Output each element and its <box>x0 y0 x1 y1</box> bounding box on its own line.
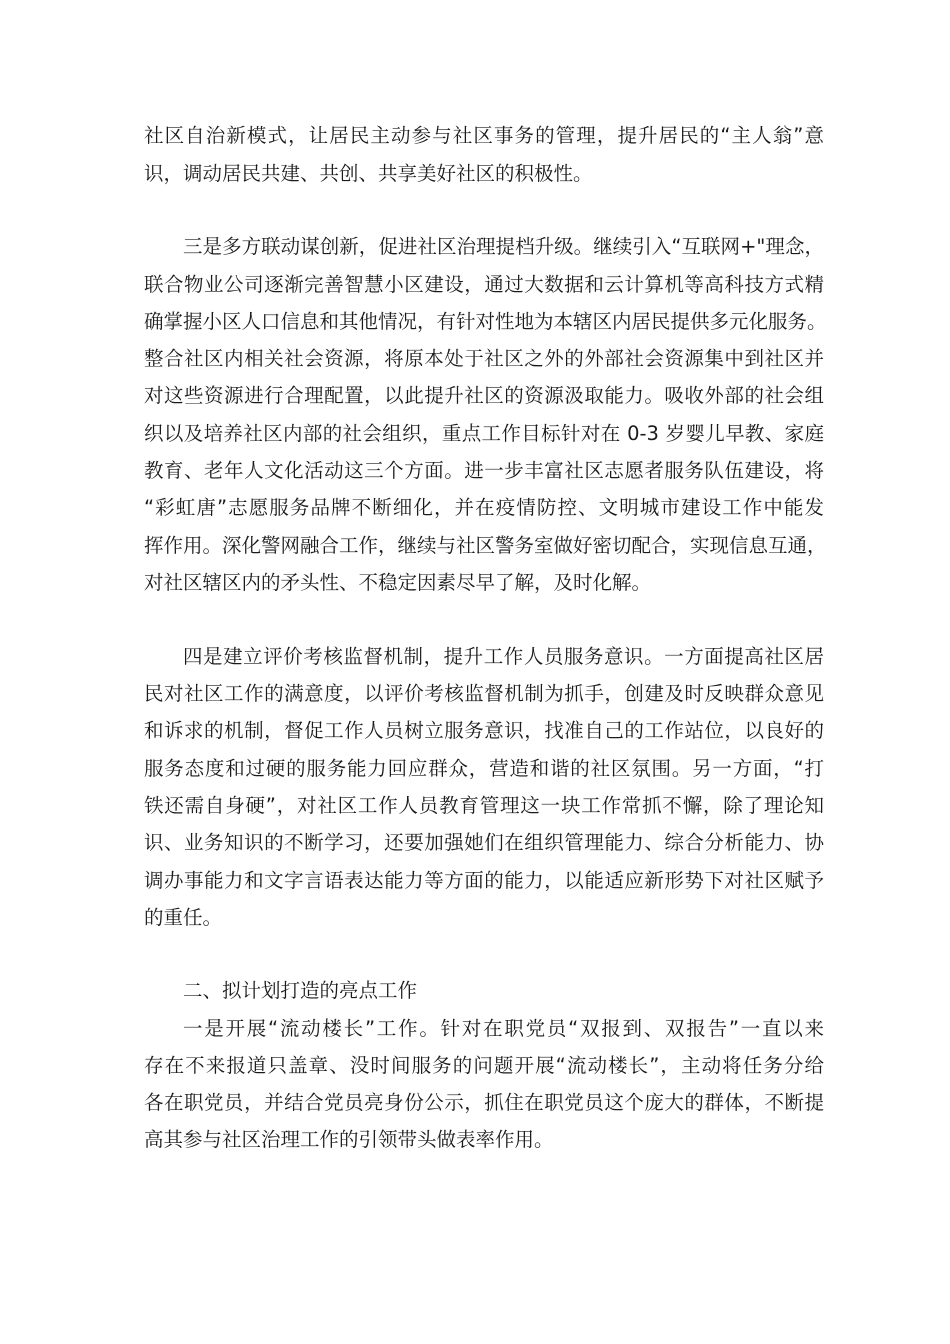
paragraph-line: 存在不来报道只盖章、没时间服务的问题开展“流动楼长”，主动将任务分给 <box>144 1054 824 1077</box>
paragraph-line: 联合物业公司逐渐完善智慧小区建设，通过大数据和云计算机等高科技方式精 <box>144 273 824 296</box>
paragraph-line: 确掌握小区人口信息和其他情况，有针对性地为本辖区内居民提供多元化服务。 <box>144 310 827 333</box>
paragraph-line: 织以及培养社区内部的社会组织，重点工作目标针对在 0-3 岁婴儿早教、家庭 <box>144 422 824 445</box>
paragraph-line: 服务态度和过硬的服务能力回应群众，营造和谐的社区氛围。另一方面，“打 <box>144 757 824 780</box>
paragraph-line: “彩虹唐”志愿服务品牌不断细化，并在疫情防控、文明城市建设工作中能发 <box>144 496 824 519</box>
paragraph-line: 识，调动居民共建、共创、共享美好社区的积极性。 <box>144 162 593 185</box>
paragraph-line: 和诉求的机制，督促工作人员树立服务意识，找准自己的工作站位，以良好的 <box>144 719 824 742</box>
paragraph-line: 四是建立评价考核监督机制，提升工作人员服务意识。一方面提高社区居 <box>183 645 824 668</box>
paragraph-line: 挥作用。深化警网融合工作，继续与社区警务室做好密切配合，实现信息互通， <box>144 534 827 557</box>
section-heading: 二、拟计划打造的亮点工作 <box>183 979 418 1002</box>
paragraph-line: 教育、老年人文化活动这三个方面。进一步丰富社区志愿者服务队伍建设，将 <box>144 459 824 482</box>
paragraph-line: 社区自治新模式，让居民主动参与社区事务的管理，提升居民的“主人翁”意 <box>144 124 824 147</box>
paragraph-line: 对社区辖区内的矛头性、不稳定因素尽早了解，及时化解。 <box>144 571 652 594</box>
paragraph-line: 民对社区工作的满意度，以评价考核监督机制为抓手，创建及时反映群众意见 <box>144 682 824 705</box>
paragraph-line: 调办事能力和文字言语表达能力等方面的能力，以能适应新形势下对社区赋予 <box>144 869 824 892</box>
paragraph-line: 三是多方联动谋创新，促进社区治理提档升级。继续引入“互联网+"理念， <box>183 235 824 258</box>
paragraph-line: 高其参与社区治理工作的引领带头做表率作用。 <box>144 1128 554 1151</box>
paragraph-line: 识、业务知识的不断学习，还要加强她们在组织管理能力、综合分析能力、协 <box>144 831 824 854</box>
paragraph-line: 各在职党员，并结合党员亮身份公示，抓住在职党员这个庞大的群体，不断提 <box>144 1091 824 1114</box>
paragraph-line: 的重任。 <box>144 906 223 929</box>
paragraph-line: 对这些资源进行合理配置，以此提升社区的资源汲取能力。吸收外部的社会组 <box>144 384 824 407</box>
paragraph-line: 整合社区内相关社会资源，将原本处于社区之外的外部社会资源集中到社区并 <box>144 347 824 370</box>
paragraph-line: 一是开展“流动楼长”工作。针对在职党员“双报到、双报告”一直以来 <box>183 1017 824 1040</box>
paragraph-line: 铁还需自身硬”，对社区工作人员教育管理这一块工作常抓不懈，除了理论知 <box>144 794 824 817</box>
